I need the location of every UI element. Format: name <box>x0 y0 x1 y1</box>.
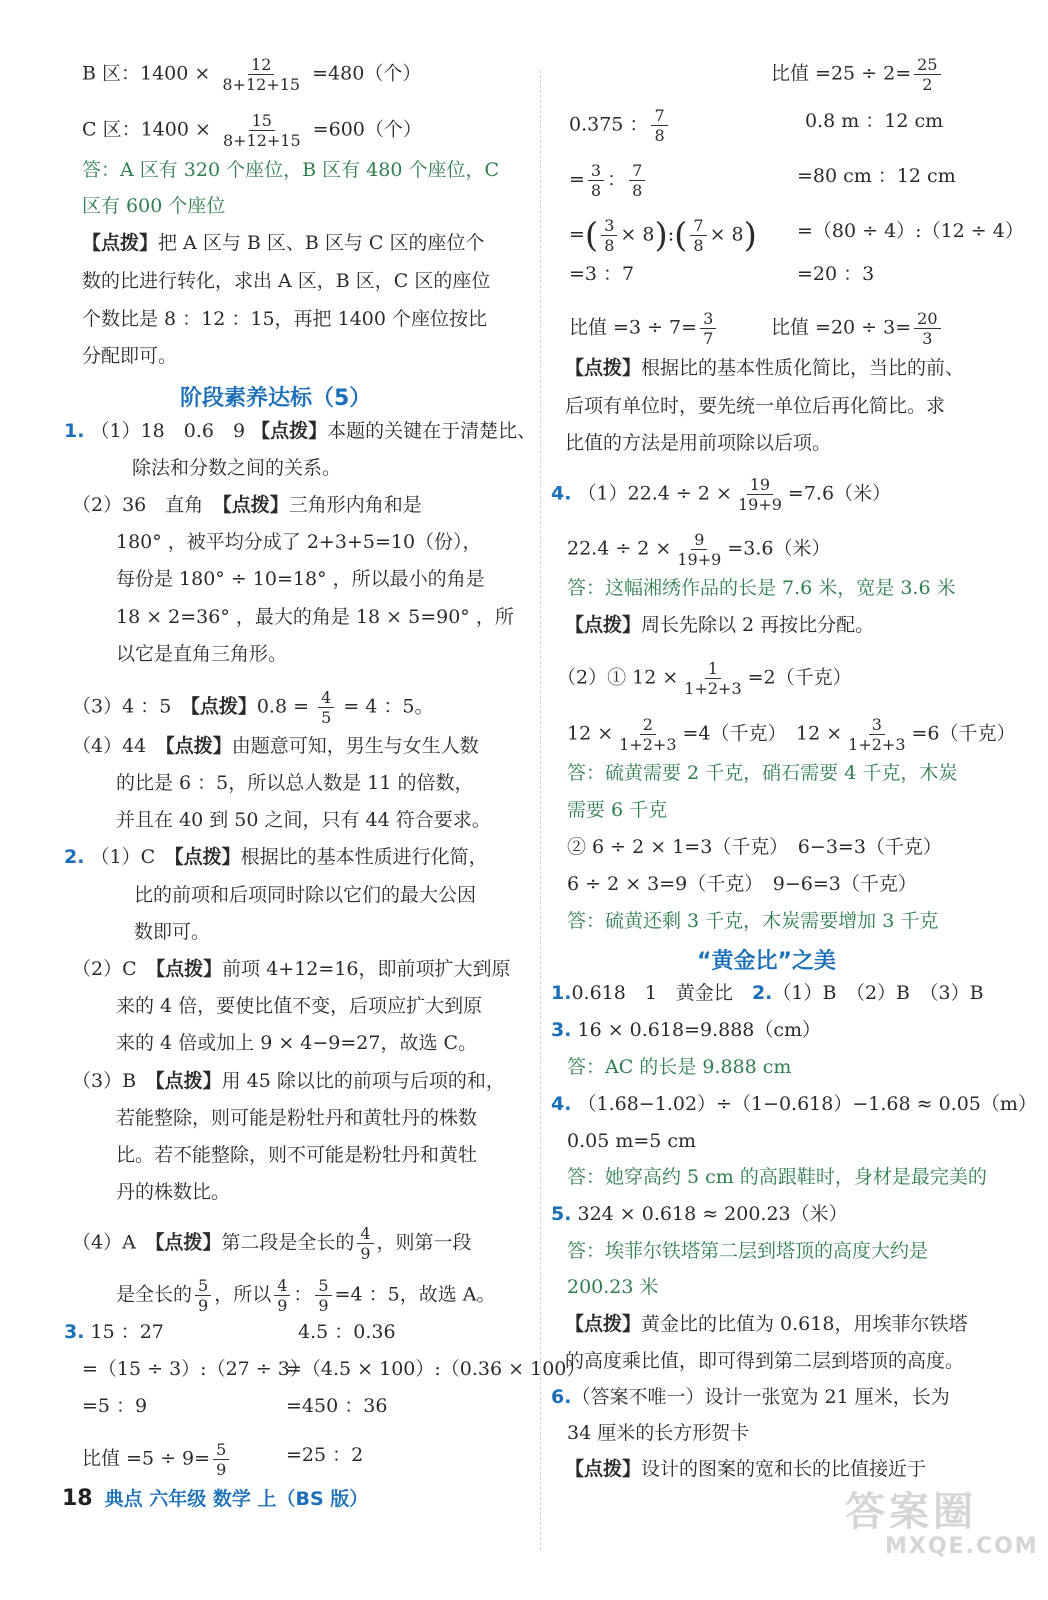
q2-1: 2. （1）C 【点拨】根据比的基本性质进行化简， <box>64 846 488 868</box>
q1-4-cont: 并且在 40 到 50 之间，只有 44 符合要求。 <box>116 809 491 831</box>
answer-line: 答：埃菲尔铁塔第二层到塔顶的高度大约是 <box>567 1240 929 1262</box>
calc-row-b: 0.8 m ：12 cm <box>805 110 944 132</box>
page-footer <box>62 1484 368 1511</box>
tip-line: 【点拨】周长先除以 2 再按比分配。 <box>565 614 875 636</box>
c-zone-calc: C 区：1400 × $\frac{15}{8+12+15}$ =600（个） <box>82 111 422 150</box>
q1-2-cont: 以它是直角三角形。 <box>116 643 288 665</box>
answer-line: 区有 600 个座位 <box>82 195 226 217</box>
calc-row: = $\frac{3}{8}$ ： $\frac{7}{8}$ <box>569 161 648 200</box>
watermark-line2: MXQE.COM <box>885 1534 1039 1559</box>
q4-1: 4. （1）22.4 ÷ 2 × $\frac{19}{19+9}$ =7.6（米） <box>551 475 892 514</box>
q3-row2b: =（4.5 × 100）:（0.36 × 100） <box>286 1358 586 1380</box>
answer-line: 答：AC 的长是 9.888 cm <box>567 1056 792 1078</box>
section-heading: 阶段素养达标（5） <box>180 386 372 411</box>
q3-row3: =5 ：9 <box>82 1395 148 1417</box>
ratio-value: 比值 =3 ÷ 7= $\frac{3}{7}$ <box>569 309 719 348</box>
q1-4: （4）44 【点拨】由题意可知，男生与女生人数 <box>72 735 479 757</box>
fraction: $\frac{19}{19+9}$ <box>737 475 782 514</box>
tip-line: 比值的方法是用前项除以后项。 <box>565 432 832 454</box>
tip-line: 【点拨】设计的图案的宽和长的比值接近于 <box>565 1458 927 1480</box>
g6b: 34 厘米的长方形贺卡 <box>567 1422 750 1444</box>
q3-row1b: 4.5 ：0.36 <box>298 1321 396 1343</box>
q3-row3b: =450 ：36 <box>286 1395 388 1417</box>
q3-row4: 比值 =5 ÷ 9= $\frac{5}{9}$ <box>82 1440 232 1479</box>
q2-1-cont: 比的前项和后项同时除以它们的最大公因 <box>134 884 477 906</box>
fraction: $\frac{15}{8+12+15}$ <box>222 111 301 150</box>
q2-3-cont: 丹的株数比。 <box>116 1181 231 1203</box>
ratio-value-b: 比值 =20 ÷ 3= $\frac{20}{3}$ <box>771 309 944 348</box>
answer-line: 答：这幅湘绣作品的长是 7.6 米，宽是 3.6 米 <box>567 577 956 599</box>
fraction: $\frac{2}{1+2+3}$ <box>619 715 677 754</box>
fraction: $\frac{7}{8}$ <box>690 216 706 255</box>
q3-row1: 3. 15 ：27 <box>64 1321 164 1343</box>
q4-2: （2）① 12 × $\frac{1}{1+2+3}$ =2（千克） <box>557 659 852 698</box>
fraction: $\frac{1}{1+2+3}$ <box>684 659 742 698</box>
q1-4-cont: 的比是 6 ：5，所以总人数是 11 的倍数， <box>116 772 474 794</box>
g6: 6.（答案不唯一）设计一张宽为 21 厘米，长为 <box>551 1386 950 1408</box>
calc-row: 0.375 ： $\frac{7}{8}$ <box>569 106 671 145</box>
fraction: $\frac{9}{19+9}$ <box>677 530 722 569</box>
ratio-value: 比值 =25 ÷ 2= $\frac{25}{2}$ <box>771 55 944 94</box>
calc-row: =3 ：7 <box>569 263 635 285</box>
q4-1b: 22.4 ÷ 2 × $\frac{9}{19+9}$ =3.6（米） <box>567 530 831 569</box>
tip-line: 分配即可。 <box>82 345 178 367</box>
b-zone-calc: B 区：1400 × $\frac{12}{8+12+15}$ =480（个） <box>82 55 422 94</box>
book-title: 典点 六年级 数学 上（BS 版） <box>104 1488 369 1510</box>
q4-3b: 6 ÷ 2 × 3=9（千克） 9−6=3（千克） <box>567 873 917 895</box>
calc-row-b: =20 ：3 <box>797 263 875 285</box>
q2-4: （4）A 【点拨】第二段是全长的 $\frac{4}{9}$ ，则第一段 <box>72 1224 472 1263</box>
q1-1-cont: 除法和分数之间的关系。 <box>132 457 342 479</box>
q1-2: （2）36 直角 【点拨】三角形内角和是 <box>72 494 422 516</box>
calc-row: =( $\frac{3}{8}$ × 8):( $\frac{7}{8}$ × 8) <box>569 215 757 256</box>
calc-row-b: =80 cm ：12 cm <box>797 165 956 187</box>
q3-row2: =（15 ÷ 3）:（27 ÷ 3） <box>82 1358 309 1380</box>
g4b: 0.05 m=5 cm <box>567 1130 697 1152</box>
fraction: $\frac{4}{5}$ <box>318 688 334 727</box>
answer-line: 需要 6 千克 <box>567 799 668 821</box>
q4-2b: 12 × $\frac{2}{1+2+3}$ =4（千克） 12 × $\frac{3}{1+2+3}$ =6（千克） <box>567 715 1016 754</box>
answer-line: 答：A 区有 320 个座位，B 区有 480 个座位，C <box>82 159 499 181</box>
fraction: $\frac{3}{1+2+3}$ <box>848 715 906 754</box>
q1-3: （3）4 ：5 【点拨】0.8 = $\frac{4}{5}$ = 4 ：5。 <box>72 688 434 727</box>
answer-line: 答：硫黄需要 2 千克，硝石需要 4 千克，木炭 <box>567 762 958 784</box>
fraction: $\frac{12}{8+12+15}$ <box>222 55 301 94</box>
g4: 4. （1.68−1.02）÷（1−0.618）−1.68 ≈ 0.05（m） <box>551 1093 1037 1115</box>
tip-line: 数的比进行转化，求出 A 区，B 区，C 区的座位 <box>82 270 491 292</box>
q2-3-cont: 比。若不能整除，则不可能是粉牡丹和黄牡 <box>116 1144 478 1166</box>
g3: 3. 16 × 0.618=9.888（cm） <box>551 1019 822 1041</box>
g1-g2: 1.0.618 1 黄金比 2.（1）B （2）B （3）B <box>551 982 984 1004</box>
q1-1: 1. （1）18 0.6 9 【点拨】本题的关键在于清楚比、 <box>64 420 537 442</box>
g5: 5. 324 × 0.618 ≈ 200.23（米） <box>551 1203 848 1225</box>
q1-2-cont: 每份是 180° ÷ 10=18° ，所以最小的角是 <box>116 568 485 590</box>
watermark-line1: 答案圈 <box>845 1489 977 1535</box>
tip-line: 的高度乘比值，即可得到第二层到塔顶的高度。 <box>565 1350 965 1372</box>
answer-line: 200.23 米 <box>567 1276 659 1298</box>
answer-line: 答：她穿高约 5 cm 的高跟鞋时，身材是最完美的 <box>567 1166 987 1188</box>
column-divider <box>540 70 541 1550</box>
q1-2-cont: 18 × 2=36° ，最大的角是 18 × 5=90° ，所 <box>116 606 514 628</box>
fraction: $\frac{3}{7}$ <box>700 309 716 348</box>
fraction: $\frac{5}{9}$ <box>195 1276 211 1315</box>
tip-line: 【点拨】黄金比的比值为 0.618，用埃菲尔铁塔 <box>565 1313 968 1335</box>
q4-3: ② 6 ÷ 2 × 1=3（千克） 6−3=3（千克） <box>567 836 942 858</box>
q2-3: （3）B 【点拨】用 45 除以比的前项与后项的和， <box>72 1070 505 1092</box>
fraction: $\frac{7}{8}$ <box>651 106 667 145</box>
fraction: $\frac{3}{8}$ <box>601 216 617 255</box>
answer-line: 答：硫黄还剩 3 千克，木炭需要增加 3 千克 <box>567 910 939 932</box>
q1-2-cont: 180° ，被平均分成了 2+3+5=10（份）， <box>116 531 482 553</box>
fraction: $\frac{3}{8}$ <box>588 161 604 200</box>
q2-2-cont: 来的 4 倍，要使比值不变，后项应扩大到原 <box>116 995 483 1017</box>
tip-line: 【点拨】根据比的基本性质化简比，当比的前、 <box>565 357 965 379</box>
watermark <box>845 1490 1039 1560</box>
q2-2-cont: 来的 4 倍或加上 9 × 4−9=27，故选 C。 <box>116 1032 478 1054</box>
page-number: 18 <box>62 1486 93 1511</box>
tip-line: 个数比是 8 ：12 ：15，再把 1400 个座位按比 <box>82 308 487 330</box>
q2-2: （2）C 【点拨】前项 4+12=16，即前项扩大到原 <box>72 958 511 980</box>
q2-1-cont: 数即可。 <box>134 921 211 943</box>
fraction: $\frac{5}{9}$ <box>213 1440 229 1479</box>
section-heading: “黄金比”之美 <box>697 949 836 974</box>
tip-line: 【点拨】把 A 区与 B 区、B 区与 C 区的座位个 <box>82 232 485 254</box>
tip-line: 后项有单位时，要先统一单位后再化简比。求 <box>565 395 946 417</box>
fraction: $\frac{4}{9}$ <box>357 1224 373 1263</box>
fraction: $\frac{25}{2}$ <box>914 55 940 94</box>
fraction: $\frac{4}{9}$ <box>274 1276 290 1315</box>
q3-row4b: =25 ：2 <box>286 1444 364 1466</box>
fraction: $\frac{20}{3}$ <box>914 309 940 348</box>
q2-3-cont: 若能整除，则可能是粉牡丹和黄牡丹的株数 <box>116 1107 478 1129</box>
fraction: $\frac{7}{8}$ <box>629 161 645 200</box>
calc-row-b: =（80 ÷ 4）:（12 ÷ 4） <box>797 220 1024 242</box>
fraction: $\frac{5}{9}$ <box>315 1276 331 1315</box>
q2-4-cont: 是全长的 $\frac{5}{9}$ ，所以 $\frac{4}{9}$ ： $\frac{5}{9}$ =4 ：5，故选 A。 <box>116 1276 496 1315</box>
